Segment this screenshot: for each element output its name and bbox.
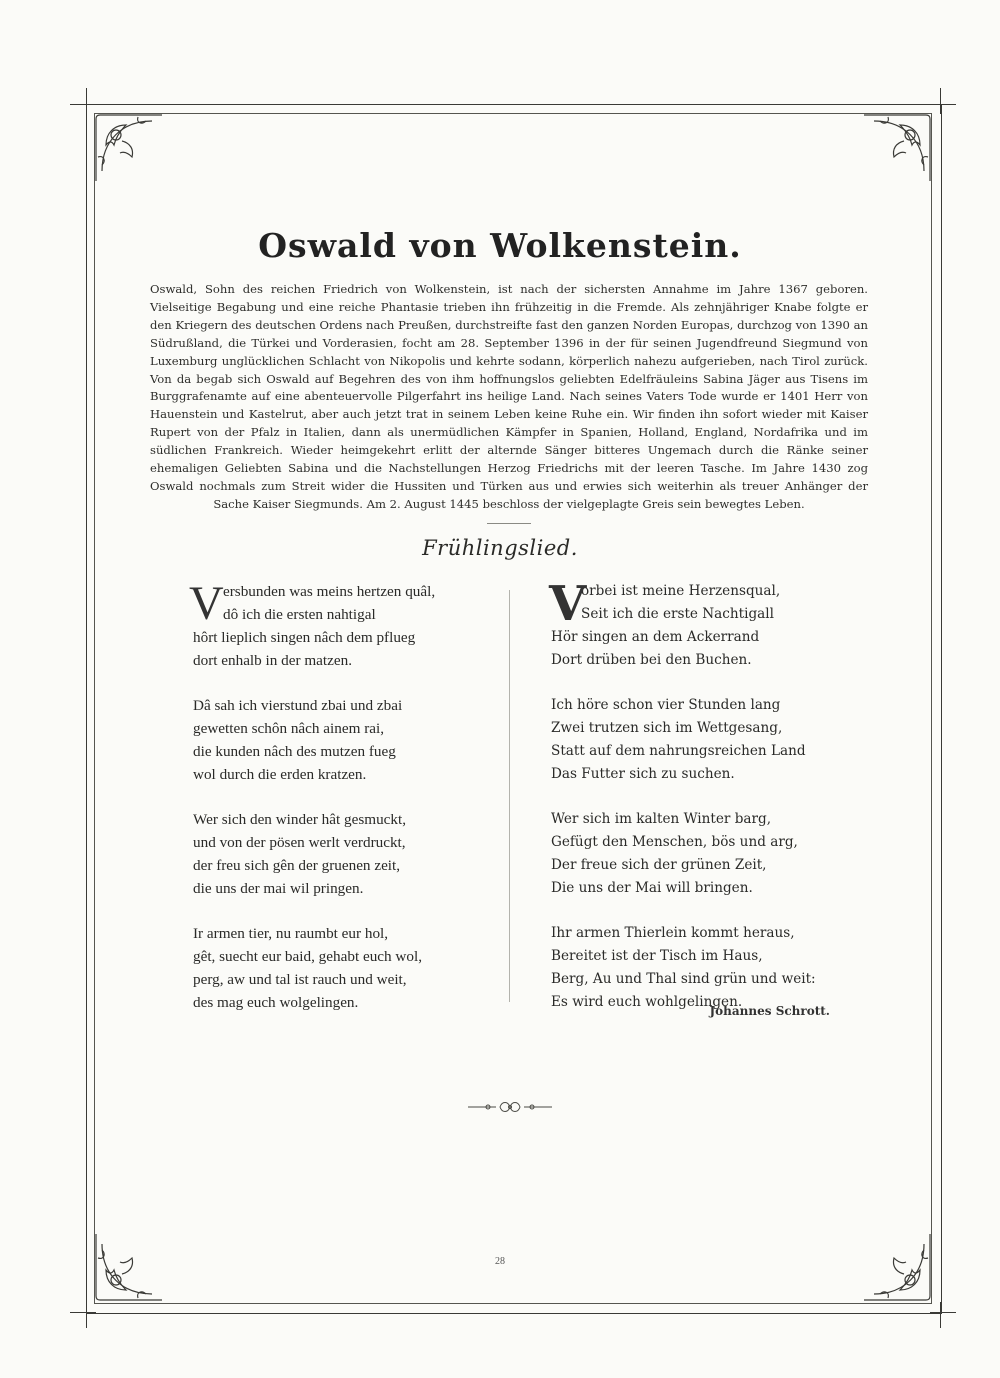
poem-line: gêt, suecht eur baid, gehabt euch wol, <box>193 948 422 965</box>
poem-line: die uns der mai wil pringen. <box>193 880 364 897</box>
poem-line: orbei ist meine Herzensqual, <box>581 583 781 599</box>
poem-line: Bereitet ist der Tisch im Haus, <box>551 948 763 964</box>
stanza <box>193 922 493 1014</box>
stanza <box>549 576 851 672</box>
poem-line: gewetten schôn nâch ainem rai, <box>193 720 385 737</box>
dropcap: V <box>549 576 587 632</box>
translator-signature: Johannes Schrott. <box>709 1004 830 1018</box>
frame-tick <box>940 88 941 114</box>
poem-line: Das Futter sich zu suchen. <box>551 766 735 782</box>
column-divider <box>509 590 510 1002</box>
poem-line: und von der pösen werlt verdruckt, <box>193 834 406 851</box>
poem-line: Die uns der Mai will bringen. <box>551 880 753 896</box>
page-title: Oswald von Wolkenstein. <box>258 226 742 265</box>
poem-line: Ir armen tier, nu raumbt eur hol, <box>193 925 389 942</box>
poem-line: Hör singen an dem Ackerrand <box>551 629 760 645</box>
frame-tick <box>930 1312 956 1313</box>
poem-line: ersbunden was meins hertzen quâl, <box>223 583 436 600</box>
poem-line: Gefügt den Menschen, bös und arg, <box>551 834 798 850</box>
section-divider <box>487 523 531 524</box>
poem-line: Ihr armen Thierlein kommt heraus, <box>551 925 795 941</box>
corner-ornament-icon <box>92 1230 166 1304</box>
poem-line: Zwei trutzen sich im Wettgesang, <box>551 720 783 736</box>
corner-ornament-icon <box>860 111 934 185</box>
poem-line: Berg, Au und Thal sind grün und weit: <box>551 971 816 987</box>
corner-ornament-icon <box>92 111 166 185</box>
poem-line: der freu sich gên der gruenen zeit, <box>193 857 401 874</box>
poem-line: dô ich die ersten nahtigal <box>223 606 376 623</box>
stanza <box>193 808 493 900</box>
frame-tick <box>70 104 96 105</box>
corner-ornament-icon <box>860 1230 934 1304</box>
stanza <box>193 694 493 786</box>
frame-tick <box>70 1312 96 1313</box>
stanza <box>551 808 851 900</box>
poem-line: dort enhalb in der matzen. <box>193 652 352 669</box>
poem-line: die kunden nâch des mutzen fueg <box>193 743 396 760</box>
frame-tick <box>930 104 956 105</box>
frame-tick <box>86 88 87 114</box>
frame-tick <box>940 1302 941 1328</box>
poem-line: des mag euch wolgelingen. <box>193 994 359 1011</box>
poem-title: Frühlingslied. <box>422 536 578 560</box>
biography-paragraph: Oswald, Sohn des reichen Friedrich von Wolkenstein, ist nach der sichersten Annahme im Jahre 1367 geboren. Vielseitige Begabung und eine reiche Phantasie trieben ihn frühzeitig in die Fremde. Als zehnjähriger Knabe folgte er den Kriegern des deutschen Ordens nach Preußen, durchstreifte fast den ganzen Norden Europas, durchzog von 1390 an Südrußland, die Türkei und Vorderasien, focht am 28. September 1396 in der für seinen Jugendfreund Siegmund von Luxemburg unglücklichen Schlacht von Nikopolis und kehrte sodann, körperlich nahezu aufgerieben, nach Tirol zurück. Von da begab sich Oswald auf Begehren des von ihm hoffnungslos geliebten Edelfräuleins Sabina Jäger aus Tisens im Burggrafenamte auf eine abenteuervolle Pilgerfahrt ins heilige Land. Nach seines Vaters Tode wurde er 1401 Herr von Hauenstein und Kastelrut, aber auch jetzt trat in seinem Leben keine Ruhe ein. Wir finden ihn sofort wieder mit Kaiser Rupert von der Pfalz in Italien, dann als unermüdlichen Kämpfer in Spanien, Holland, England, Nordafrika und im südlichen Frankreich. Wieder heimgekehrt erlitt der alternde Sänger bitteres Ungemach durch die Ränke seiner ehemaligen Geliebten Sabina und die Nachstellungen Herzog Friedrichs mit der leeren Tasche. Im Jahre 1430 zog Oswald nochmals zum Streit wider die Hussiten und Türken aus und erwies sich weiterhin als treuer Anhänger der Sache Kaiser Siegmunds. Am 2. August 1445 beschloss der vielgeplagte Greis sein bewegtes Leben. <box>150 282 868 511</box>
stanza <box>551 922 851 1014</box>
page-number: 28 <box>495 1256 505 1267</box>
frame-tick <box>86 1302 87 1328</box>
stanza <box>193 580 493 672</box>
poem-line: Es wird euch wohlgelingen. <box>551 994 743 1010</box>
original-poem <box>189 577 493 1036</box>
poem-line: perg, aw und tal ist rauch und weit, <box>193 971 407 988</box>
poem-line: Dâ sah ich vierstund zbai und zbai <box>193 697 403 714</box>
poem-line: Der freue sich der grünen Zeit, <box>551 857 767 873</box>
poem-line: wol durch die erden kratzen. <box>193 766 367 783</box>
ornament-icon <box>466 1099 554 1115</box>
poem-line: Seit ich die erste Nachtigall <box>581 606 774 622</box>
poem-line: hôrt lieplich singen nâch dem pflueg <box>193 629 416 646</box>
poem-line: Dort drüben bei den Buchen. <box>551 652 752 668</box>
poem-line: Statt auf dem nahrungsreichen Land <box>551 743 806 759</box>
poem-line: Ich höre schon vier Stunden lang <box>551 697 781 713</box>
translated-poem <box>549 576 851 1036</box>
dropcap: V <box>189 577 224 630</box>
poem-line: Wer sich im kalten Winter barg, <box>551 811 772 827</box>
poem-line: Wer sich den winder hât gesmuckt, <box>193 811 407 828</box>
stanza <box>551 694 851 786</box>
